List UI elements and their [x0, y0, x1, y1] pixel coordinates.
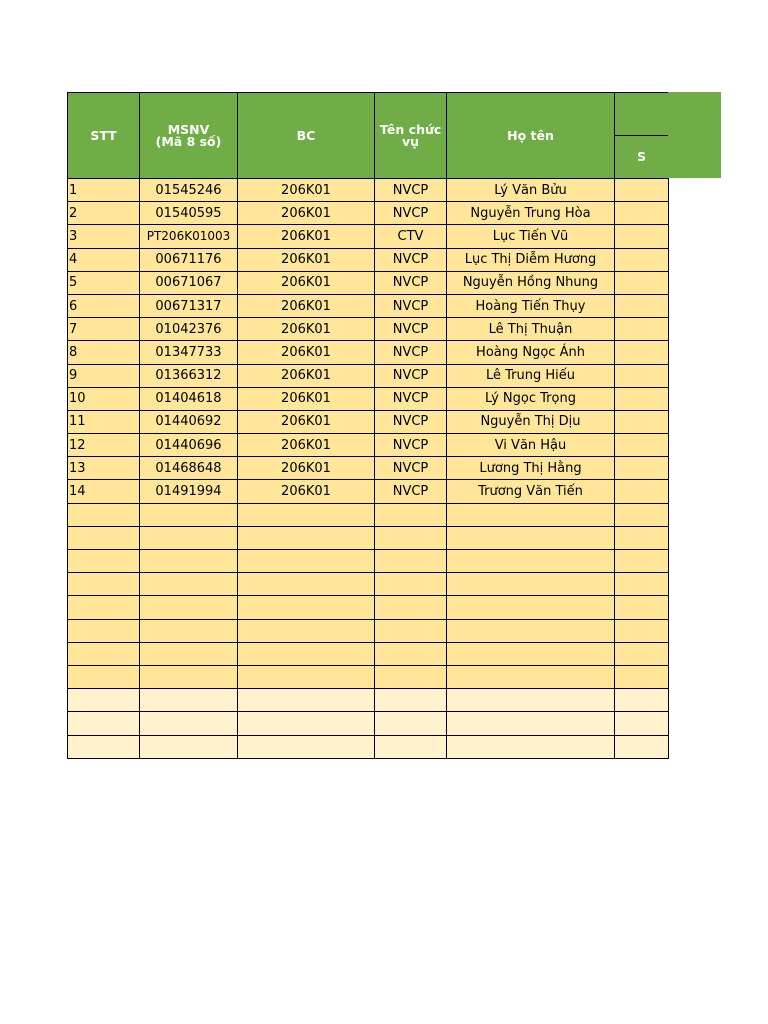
- cell-s[interactable]: [615, 526, 669, 549]
- cell-bc[interactable]: 206K01: [238, 457, 375, 480]
- cell-stt[interactable]: [68, 735, 140, 758]
- cell-s[interactable]: [615, 619, 669, 642]
- cell-ho-ten[interactable]: [447, 596, 615, 619]
- cell-bc[interactable]: 206K01: [238, 410, 375, 433]
- table-body: [68, 179, 669, 759]
- header-msnv[interactable]: MSNV (Mã 8 số): [140, 93, 238, 179]
- header-ho-ten[interactable]: Họ tên: [447, 93, 615, 179]
- cell-bc[interactable]: 206K01: [238, 271, 375, 294]
- cell-stt[interactable]: 8: [68, 341, 140, 364]
- cell-msnv[interactable]: [140, 503, 238, 526]
- cell-stt[interactable]: 10: [68, 387, 140, 410]
- table-row: [68, 248, 669, 271]
- cell-s[interactable]: [615, 457, 669, 480]
- cell-bc[interactable]: 206K01: [238, 434, 375, 457]
- table-row: [68, 665, 669, 688]
- cell-msnv[interactable]: [140, 619, 238, 642]
- cell-chuc-vu[interactable]: [375, 619, 447, 642]
- cell-ho-ten[interactable]: [447, 526, 615, 549]
- cell-chuc-vu[interactable]: [375, 665, 447, 688]
- table-row: [68, 271, 669, 294]
- table-row: [68, 341, 669, 364]
- cell-chuc-vu[interactable]: NVCP: [375, 179, 447, 202]
- cell-bc[interactable]: [238, 619, 375, 642]
- cell-ho-ten[interactable]: Lý Văn Bửu: [447, 179, 615, 202]
- table-row: [68, 503, 669, 526]
- cell-chuc-vu[interactable]: NVCP: [375, 271, 447, 294]
- cell-bc[interactable]: 206K01: [238, 202, 375, 225]
- cell-msnv[interactable]: 01347733: [140, 341, 238, 364]
- cell-s[interactable]: [615, 271, 669, 294]
- cell-chuc-vu[interactable]: NVCP: [375, 341, 447, 364]
- cell-chuc-vu[interactable]: NVCP: [375, 364, 447, 387]
- cell-msnv[interactable]: [140, 665, 238, 688]
- cell-s[interactable]: [615, 689, 669, 712]
- cell-s[interactable]: [615, 573, 669, 596]
- cell-s[interactable]: [615, 642, 669, 665]
- cell-stt[interactable]: 7: [68, 318, 140, 341]
- cell-chuc-vu[interactable]: CTV: [375, 225, 447, 248]
- cell-ho-ten[interactable]: [447, 735, 615, 758]
- cell-stt[interactable]: 5: [68, 271, 140, 294]
- cell-msnv[interactable]: 01491994: [140, 480, 238, 503]
- cell-s[interactable]: [615, 596, 669, 619]
- cell-msnv[interactable]: 00671317: [140, 294, 238, 317]
- cell-stt[interactable]: [68, 665, 140, 688]
- cell-ho-ten[interactable]: Vi Văn Hậu: [447, 434, 615, 457]
- cell-s[interactable]: [615, 480, 669, 503]
- cell-chuc-vu[interactable]: [375, 550, 447, 573]
- cell-chuc-vu[interactable]: [375, 689, 447, 712]
- cell-bc[interactable]: 206K01: [238, 318, 375, 341]
- cell-msnv[interactable]: [140, 712, 238, 735]
- spreadsheet-area: [67, 92, 669, 759]
- cell-msnv[interactable]: 01440692: [140, 410, 238, 433]
- table-row: [68, 225, 669, 248]
- cell-bc[interactable]: 206K01: [238, 387, 375, 410]
- table-row: [68, 735, 669, 758]
- cell-s[interactable]: [615, 318, 669, 341]
- cell-ho-ten[interactable]: Hoàng Ngọc Ánh: [447, 341, 615, 364]
- table-row: [68, 387, 669, 410]
- cell-msnv[interactable]: [140, 735, 238, 758]
- cell-bc[interactable]: [238, 596, 375, 619]
- header-chuc-vu[interactable]: Tên chức vụ: [375, 93, 447, 179]
- cell-chuc-vu[interactable]: [375, 735, 447, 758]
- table-row: [68, 318, 669, 341]
- cell-s[interactable]: [615, 550, 669, 573]
- cell-msnv[interactable]: [140, 642, 238, 665]
- cell-bc[interactable]: [238, 642, 375, 665]
- cell-s[interactable]: [615, 202, 669, 225]
- cell-bc[interactable]: [238, 526, 375, 549]
- cell-bc[interactable]: [238, 735, 375, 758]
- cell-s[interactable]: [615, 294, 669, 317]
- header-blank-cell[interactable]: [615, 93, 669, 136]
- cell-msnv[interactable]: [140, 596, 238, 619]
- cell-s[interactable]: [615, 248, 669, 271]
- cell-stt[interactable]: 6: [68, 294, 140, 317]
- table-row: [68, 550, 669, 573]
- cell-msnv[interactable]: 01545246: [140, 179, 238, 202]
- cell-msnv[interactable]: 01468648: [140, 457, 238, 480]
- cell-stt[interactable]: 4: [68, 248, 140, 271]
- cell-msnv[interactable]: 01366312: [140, 364, 238, 387]
- cell-bc[interactable]: 206K01: [238, 294, 375, 317]
- cell-s[interactable]: [615, 665, 669, 688]
- cell-s[interactable]: [615, 179, 669, 202]
- cell-ho-ten[interactable]: Lê Thị Thuận: [447, 318, 615, 341]
- cell-msnv[interactable]: [140, 526, 238, 549]
- cell-chuc-vu[interactable]: NVCP: [375, 480, 447, 503]
- cell-stt[interactable]: [68, 573, 140, 596]
- table-row: [68, 689, 669, 712]
- table-row: [68, 364, 669, 387]
- table-row: [68, 642, 669, 665]
- cell-bc[interactable]: [238, 573, 375, 596]
- cell-ho-ten[interactable]: Trương Văn Tiến: [447, 480, 615, 503]
- header-bc[interactable]: BC: [238, 93, 375, 179]
- cell-stt[interactable]: [68, 642, 140, 665]
- table-row: [68, 294, 669, 317]
- cell-s[interactable]: [615, 341, 669, 364]
- cell-msnv[interactable]: 01404618: [140, 387, 238, 410]
- cell-ho-ten[interactable]: [447, 642, 615, 665]
- cell-ho-ten[interactable]: Nguyễn Thị Dịu: [447, 410, 615, 433]
- header-s[interactable]: S: [615, 136, 669, 179]
- cell-stt[interactable]: 2: [68, 202, 140, 225]
- cell-ho-ten[interactable]: [447, 712, 615, 735]
- cell-ho-ten[interactable]: Lý Ngọc Trọng: [447, 387, 615, 410]
- cell-ho-ten[interactable]: Lục Thị Diễm Hương: [447, 248, 615, 271]
- cell-stt[interactable]: [68, 503, 140, 526]
- cell-ho-ten[interactable]: Lương Thị Hằng: [447, 457, 615, 480]
- cell-msnv[interactable]: [140, 550, 238, 573]
- cell-s[interactable]: [615, 387, 669, 410]
- table-row: [68, 480, 669, 503]
- cell-stt[interactable]: [68, 619, 140, 642]
- cell-bc[interactable]: [238, 550, 375, 573]
- table-row: [68, 596, 669, 619]
- cell-stt[interactable]: 14: [68, 480, 140, 503]
- cell-chuc-vu[interactable]: NVCP: [375, 294, 447, 317]
- cell-stt[interactable]: 1: [68, 179, 140, 202]
- cell-msnv[interactable]: [140, 573, 238, 596]
- cell-msnv[interactable]: 01440696: [140, 434, 238, 457]
- cell-bc[interactable]: [238, 503, 375, 526]
- cell-s[interactable]: [615, 225, 669, 248]
- cell-bc[interactable]: 206K01: [238, 225, 375, 248]
- cell-bc[interactable]: 206K01: [238, 248, 375, 271]
- cell-ho-ten[interactable]: Nguyễn Hồng Nhung: [447, 271, 615, 294]
- cell-s[interactable]: [615, 712, 669, 735]
- cell-chuc-vu[interactable]: [375, 596, 447, 619]
- cell-s[interactable]: [615, 364, 669, 387]
- cell-ho-ten[interactable]: Nguyễn Trung Hòa: [447, 202, 615, 225]
- table-row: [68, 179, 669, 202]
- cell-bc[interactable]: [238, 665, 375, 688]
- cell-ho-ten[interactable]: [447, 619, 615, 642]
- cell-bc[interactable]: 206K01: [238, 364, 375, 387]
- cell-ho-ten[interactable]: [447, 665, 615, 688]
- cell-stt[interactable]: [68, 689, 140, 712]
- header-stt[interactable]: STT: [68, 93, 140, 179]
- cell-stt[interactable]: [68, 526, 140, 549]
- cell-chuc-vu[interactable]: [375, 573, 447, 596]
- cell-stt[interactable]: [68, 712, 140, 735]
- cell-chuc-vu[interactable]: NVCP: [375, 248, 447, 271]
- cell-chuc-vu[interactable]: NVCP: [375, 387, 447, 410]
- cell-stt[interactable]: 13: [68, 457, 140, 480]
- table-row: [68, 457, 669, 480]
- cell-msnv[interactable]: 00671067: [140, 271, 238, 294]
- cell-s[interactable]: [615, 503, 669, 526]
- table-row: [68, 410, 669, 433]
- cell-stt[interactable]: 11: [68, 410, 140, 433]
- cell-ho-ten[interactable]: [447, 503, 615, 526]
- cell-s[interactable]: [615, 410, 669, 433]
- cell-stt[interactable]: [68, 550, 140, 573]
- cell-chuc-vu[interactable]: NVCP: [375, 202, 447, 225]
- cell-chuc-vu[interactable]: [375, 503, 447, 526]
- cell-chuc-vu[interactable]: NVCP: [375, 434, 447, 457]
- cell-msnv[interactable]: 00671176: [140, 248, 238, 271]
- table-row: [68, 712, 669, 735]
- cell-stt[interactable]: 12: [68, 434, 140, 457]
- cell-ho-ten[interactable]: Lê Trung Hiếu: [447, 364, 615, 387]
- cell-ho-ten[interactable]: [447, 550, 615, 573]
- cell-chuc-vu[interactable]: NVCP: [375, 457, 447, 480]
- cell-chuc-vu[interactable]: [375, 526, 447, 549]
- table-row: [68, 619, 669, 642]
- table-row: [68, 434, 669, 457]
- cell-bc[interactable]: 206K01: [238, 341, 375, 364]
- table-row: [68, 526, 669, 549]
- table-header: [68, 93, 669, 179]
- cell-bc[interactable]: 206K01: [238, 179, 375, 202]
- cell-stt[interactable]: [68, 596, 140, 619]
- table-row: [68, 573, 669, 596]
- cell-ho-ten[interactable]: Hoàng Tiến Thụy: [447, 294, 615, 317]
- cell-chuc-vu[interactable]: NVCP: [375, 318, 447, 341]
- cell-bc[interactable]: [238, 689, 375, 712]
- cell-msnv[interactable]: 01042376: [140, 318, 238, 341]
- cell-s[interactable]: [615, 735, 669, 758]
- cell-chuc-vu[interactable]: [375, 642, 447, 665]
- cell-ho-ten[interactable]: [447, 573, 615, 596]
- cell-msnv[interactable]: 01540595: [140, 202, 238, 225]
- cell-ho-ten[interactable]: [447, 689, 615, 712]
- table-row: [68, 202, 669, 225]
- cell-bc[interactable]: 206K01: [238, 480, 375, 503]
- staff-table: [67, 92, 669, 759]
- cell-stt[interactable]: 3: [68, 225, 140, 248]
- cell-chuc-vu[interactable]: NVCP: [375, 410, 447, 433]
- cell-msnv[interactable]: PT206K01003: [140, 225, 238, 248]
- cell-s[interactable]: [615, 434, 669, 457]
- cell-chuc-vu[interactable]: [375, 712, 447, 735]
- cell-stt[interactable]: 9: [68, 364, 140, 387]
- cell-ho-ten[interactable]: Lục Tiến Vũ: [447, 225, 615, 248]
- cell-bc[interactable]: [238, 712, 375, 735]
- cell-msnv[interactable]: [140, 689, 238, 712]
- header-overflow-fill: [668, 92, 721, 178]
